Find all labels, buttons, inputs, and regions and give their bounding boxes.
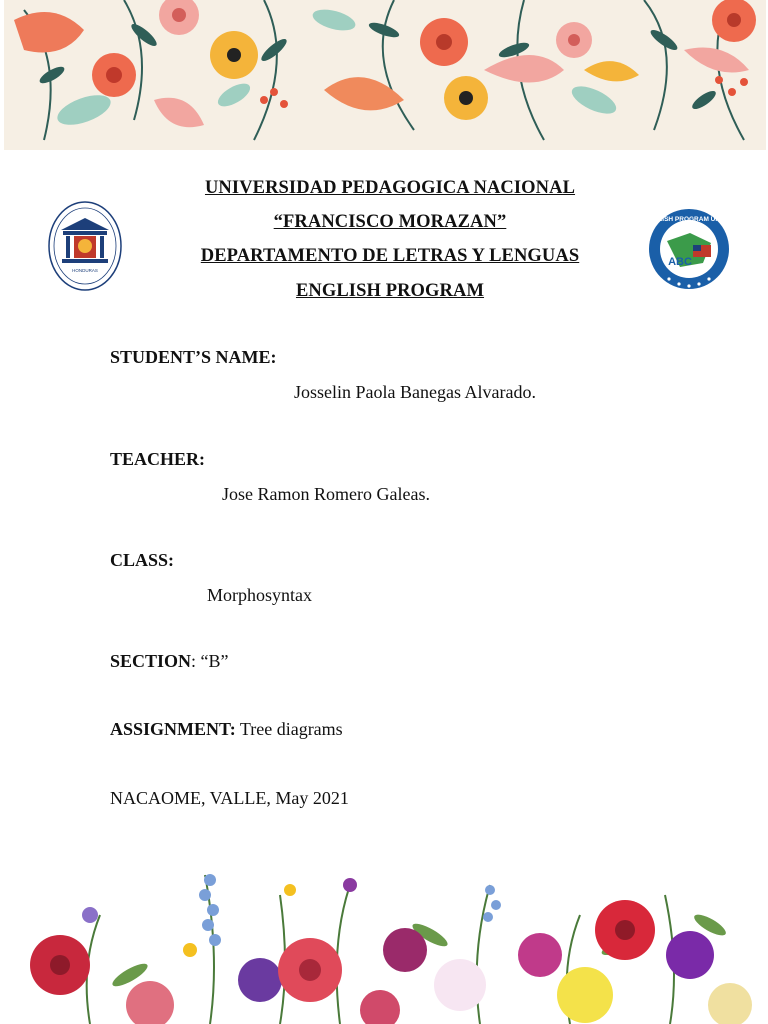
university-title: UNIVERSIDAD PEDAGOGICA NACIONAL xyxy=(204,178,576,198)
assignment-label: ASSIGNMENT: xyxy=(110,719,236,739)
assignment-line xyxy=(110,719,343,740)
university-seal-logo xyxy=(47,200,123,292)
english-program-badge-logo xyxy=(645,207,733,291)
program-title: ENGLISH PROGRAM xyxy=(295,281,485,301)
section-label: SECTION xyxy=(110,651,192,671)
svg-text:HONDURAS: HONDURAS xyxy=(72,268,98,273)
floral-banner-art xyxy=(4,0,766,150)
university-subtitle: “FRANCISCO MORAZAN” xyxy=(273,212,507,232)
floral-footer-art xyxy=(10,855,756,1024)
class-label: CLASS: xyxy=(110,550,175,570)
teacher-value: Jose Ramon Romero Galeas. xyxy=(222,484,430,504)
class-value: Morphosyntax xyxy=(207,585,312,605)
student-name-label: STUDENT’S NAME: xyxy=(110,347,277,367)
section-value: : “B” xyxy=(191,651,229,671)
place-date: NACAOME, VALLE, May 2021 xyxy=(110,788,349,808)
svg-text:ABC: ABC xyxy=(668,256,692,268)
teacher-label: TEACHER: xyxy=(110,449,206,469)
floral-footer xyxy=(10,855,756,1024)
section-line xyxy=(110,651,229,672)
floral-banner xyxy=(4,0,766,150)
svg-text:ENGLISH PROGRAM UPNFM: ENGLISH PROGRAM UPNFM xyxy=(645,216,733,223)
department-title: DEPARTAMENTO DE LETRAS Y LENGUAS xyxy=(200,246,580,266)
assignment-value: Tree diagrams xyxy=(235,719,343,739)
student-name-value: Josselin Paola Banegas Alvarado. xyxy=(294,382,536,402)
